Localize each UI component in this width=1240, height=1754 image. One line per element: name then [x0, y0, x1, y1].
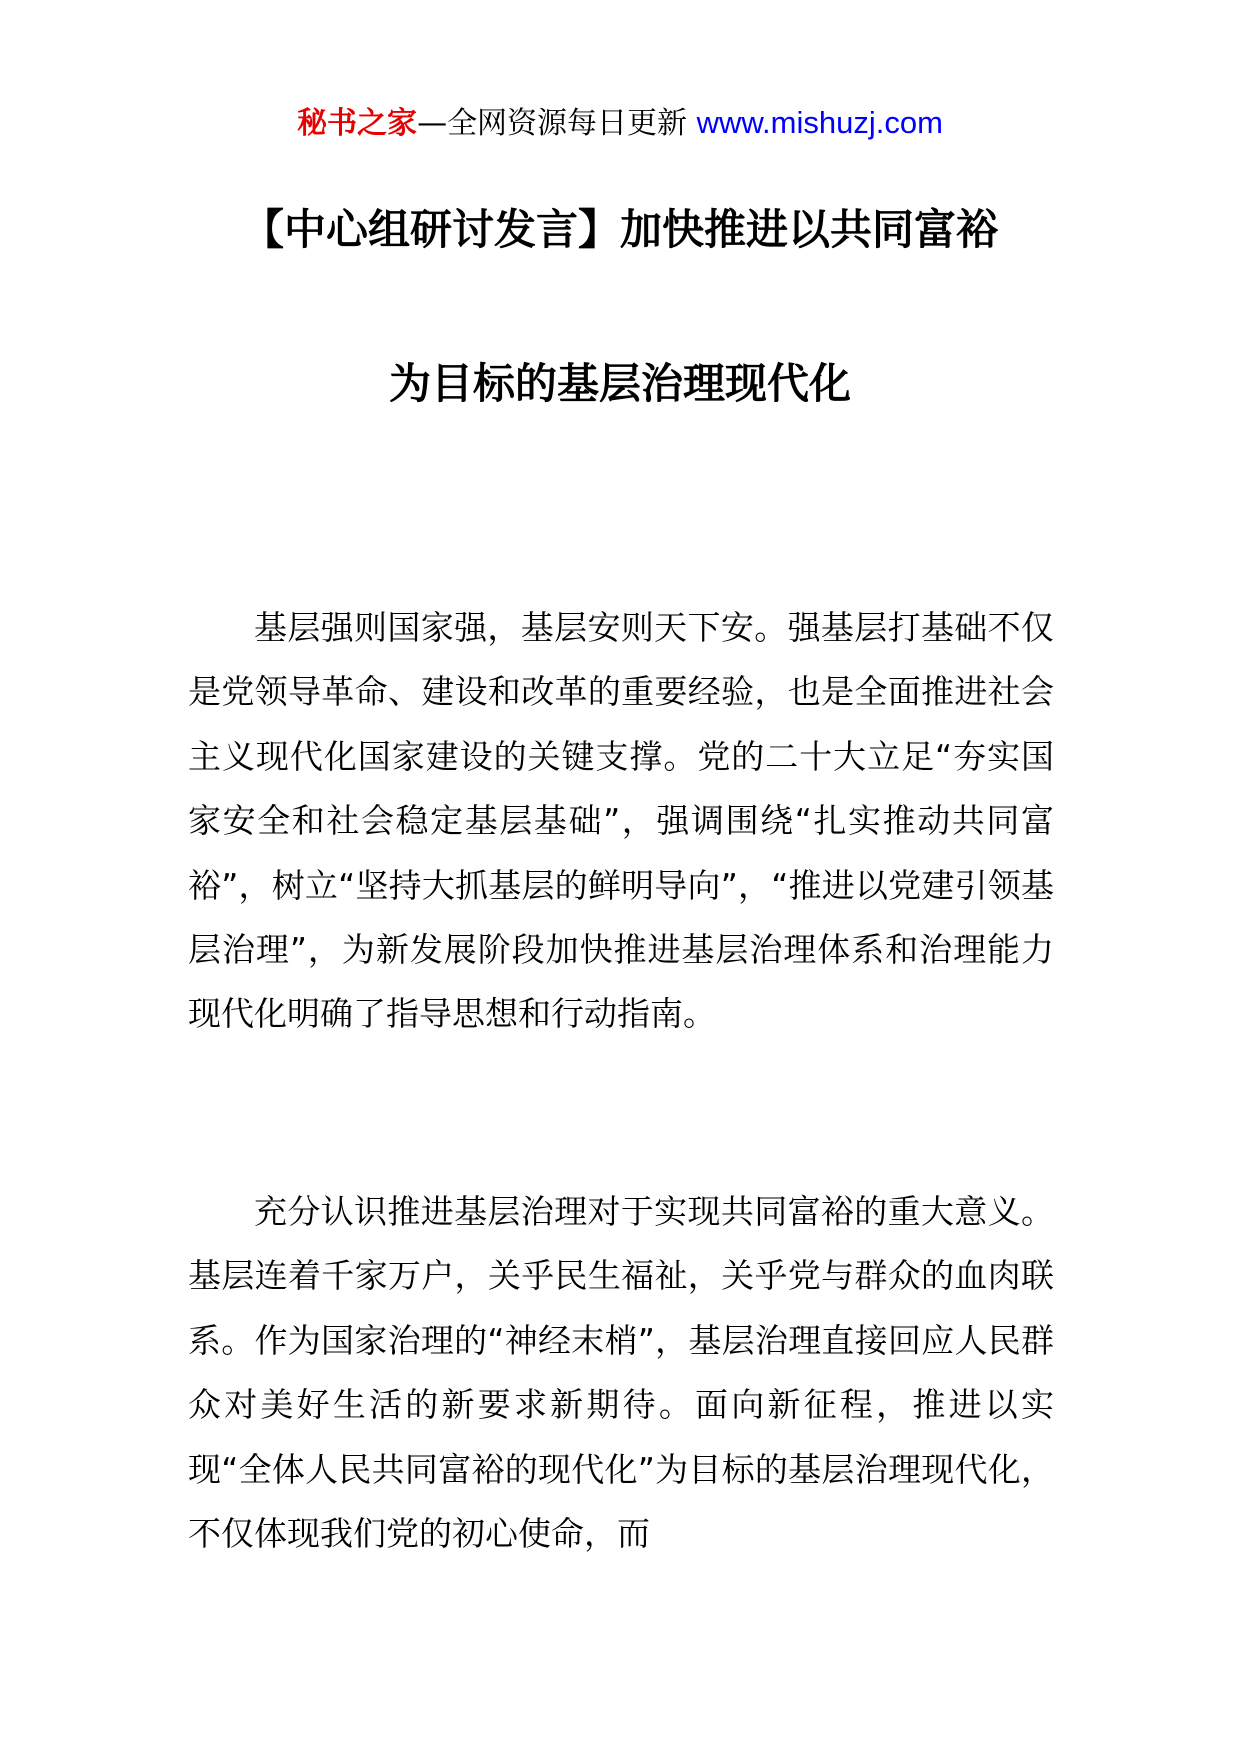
header-tagline: —全网资源每日更新: [417, 106, 688, 141]
body-paragraph-1: 基层强则国家强，基层安则天下安。强基层打基础不仅是党领导革命、建设和改革的重要经验，也是全面推进社会主义现代化国家建设的关键支撑。党的二十大立足“夯实国家安全和社会稳定基层基础”，强调围绕“扎实推动共同富裕”，树立“坚持大抓基层的鲜明导向”，“推进以党建引领基层治理”，为新发展阶段加快推进基层治理体系和治理能力现代化明确了指导思想和行动指南。: [188, 608, 1054, 1034]
page-header: [0, 98, 1240, 149]
body-paragraph-2: 充分认识推进基层治理对于实现共同富裕的重大意义。基层连着千家万户，关乎民生福祉，关乎党与群众的血肉联系。作为国家治理的“神经末梢”，基层治理直接回应人民群众对美好生活的新要求新期待。面向新征程，推进以实现“全体人民共同富裕的现代化”为目标的基层治理现代化，不仅体现我们党的初心使命，而: [188, 1192, 1054, 1554]
document-title-line-1: 【中心组研讨发言】加快推进以共同富裕: [241, 205, 998, 254]
website-url[interactable]: www.mishuzj.com: [696, 105, 943, 140]
document-title-line-2: 为目标的基层治理现代化: [388, 359, 851, 408]
brand-name: 秘书之家: [297, 106, 418, 141]
